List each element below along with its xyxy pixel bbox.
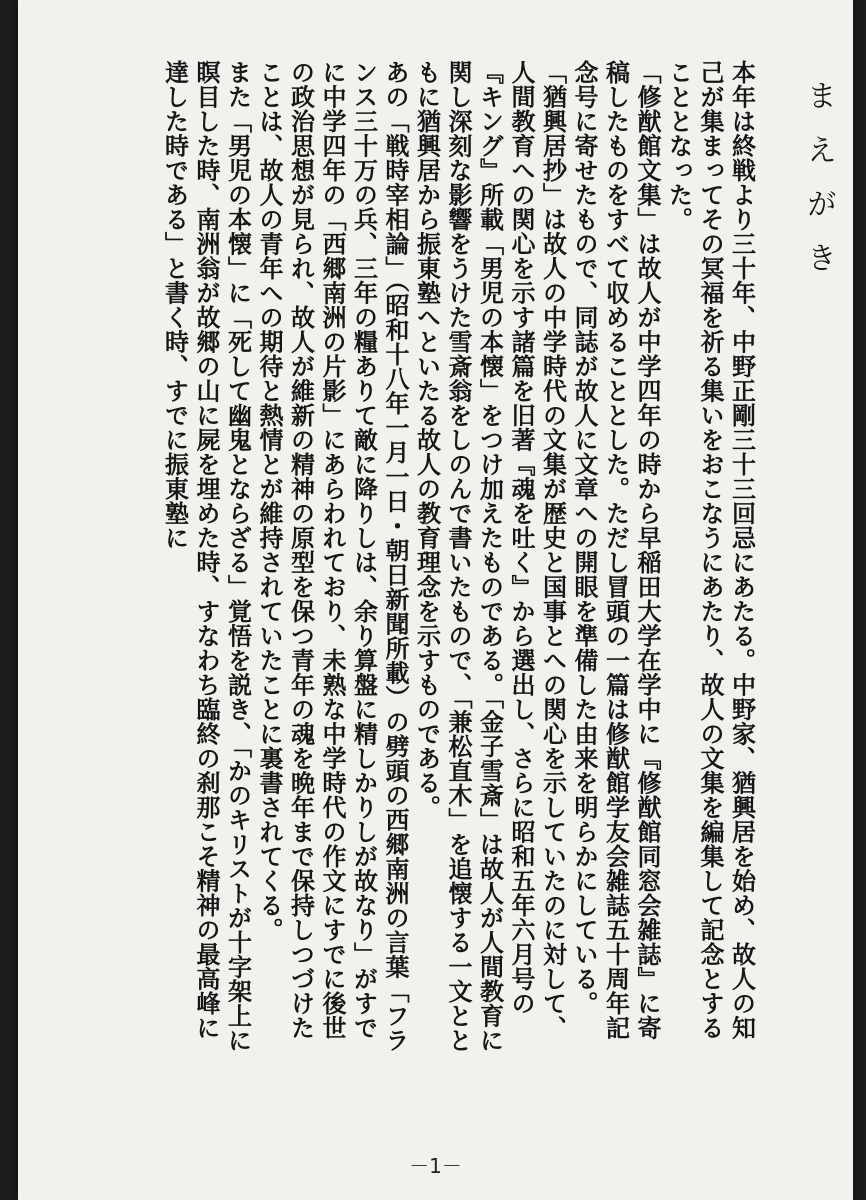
paragraph-4: あの「戦時宰相論」（昭和十八年一月一日・朝日新聞所載）の劈頭の西郷南洲の言葉「フランス三十万の兵、三年の糧ありて敵に降りしは、余り算盤に精しかりしが故なり」がすでに中学四年の「西郷南洲の片影」にあらわれており、未熟な中学時代の作文にすでに後世の政治思想が見られ、故人が維新の精神の原型を保つ青年の魂を晩年まで保持しつづけたことは、故人の青年への期待と熱情とが維持されていたことに裏書されてくる。 [255,60,409,1053]
paragraph-2: 「修猷館文集」は故人が中学四年の時から早稲田大学在学中に『修猷館同窓会雑誌』に寄稿したものをすべて収めることとした。ただし冒頭の一篇は修猷館学友会雑誌五十周年記念号に寄せたもので、同誌が故人に文章への開眼を準備した由来を明らかにしている。 [570,60,661,1040]
paragraph-1: 本年は終戦より三十年、中野正剛三十三回忌にあたる。中野家、猶興居を始め、故人の知己が集まってその冥福を祈る集いをおこなうにあたり、故人の文集を編集して記念とすることとなった。 [664,60,756,1040]
paragraph-5: また「男児の本懐」に「死して幽鬼とならざる」覚悟を説き、「かのキリストが十字架上に瞑目した時、南洲翁が故郷の山に屍を埋めた時、すなわち臨終の刹那こそ精神の最高峰に達した時である」と書く時、すでに振東塾に [160,60,252,1053]
paragraph-3: 「猶興居抄」は故人の中学時代の文集が歴史と国事とへの関心を示していたのに対して、人間教育への関心を示す諸篇を旧著『魂を吐く』から選出し、さらに昭和五年六月号の『キング』所載「男児の本懐」をつけ加えたものである。「金子雪斎」は故人が人間教育に関し深刻な影響をうけた雪斎翁をしのんで書いたもので、「兼松直木」を追懐する一文とともに猶興居から振東塾へといたる故人の教育理念を示すものである。 [412,60,567,1053]
book-page [18,0,853,1200]
vertical-text-body [110,60,834,1060]
page-title: まえがき [801,80,836,296]
page-number: －1－ [409,1154,462,1178]
